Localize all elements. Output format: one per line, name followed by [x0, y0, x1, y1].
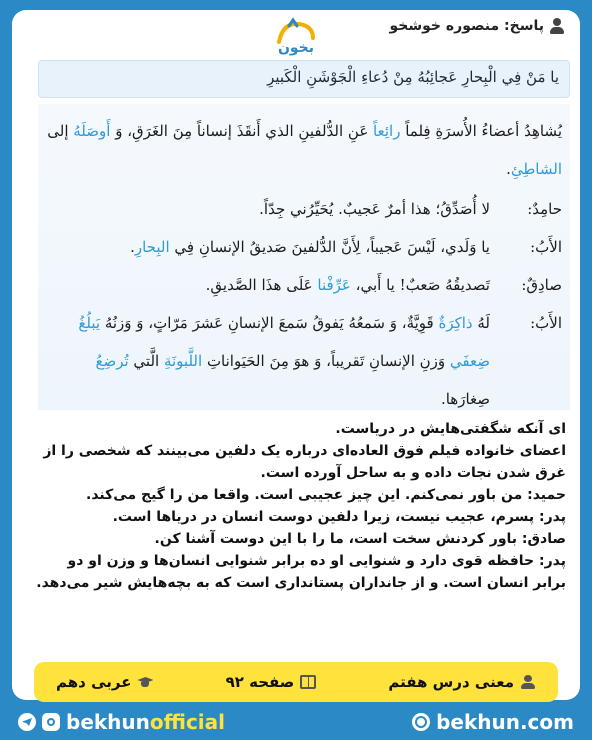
handle-prefix: bekhun [66, 710, 150, 734]
telegram-icon[interactable] [18, 713, 36, 731]
bekhun-logo [269, 12, 323, 60]
dialog-line-father-1 [46, 228, 562, 266]
footer [0, 704, 592, 740]
intro-part: عَنِ الدُّلفينِ الذي أَنقَذَ إنساناً مِنَ الغَرَقِ، وَ [110, 122, 374, 140]
intro-highlight: رائِعاً [373, 122, 401, 140]
dialog-highlight: البِحارِ [134, 238, 170, 256]
dialog-part: وَزنِ الإنسانِ تَقريباً، وَ هوَ مِنَ الحَيَواناتِ [202, 352, 450, 370]
logo-text: بخون [277, 40, 315, 56]
user-icon [550, 18, 564, 34]
speaker-name: الأَبُ: [530, 238, 562, 256]
book-text: عربی دهم [56, 673, 132, 691]
dialog-text: لا أُصَدِّقُ؛ هذا أمرٌ عَجيبٌ. يُحَيِّرُني جِدّاً. [259, 200, 490, 218]
arabic-intro [46, 112, 562, 188]
social-handle[interactable] [18, 710, 225, 734]
dialog-part: الَّتي [133, 352, 164, 370]
persian-translation [34, 418, 566, 594]
speaker-name: حامِدٌ: [527, 200, 562, 218]
translation-line: پدر: حافظه قوی دارد و شنوایی او ده برابر شنوایی انسان‌ها و وزن او دو برابر انسان است. و از جانداران پستانداری است که به بچه‌هایش شیر می‌دهد. [36, 553, 566, 591]
page-text: صفحه ۹۲ [225, 673, 295, 691]
dialog-text [46, 304, 490, 418]
dialog-line-father-2 [46, 304, 562, 418]
intro-highlight: أَوصَلَهُ [73, 122, 111, 140]
translation-line: پدر: پسرم، عجیب نیست، زیرا دلفین دوست انسان در دریاها است. [112, 509, 566, 525]
dialog-highlight: اللَّبونَةِ [163, 352, 203, 370]
globe-icon [412, 713, 430, 731]
page-label [226, 673, 317, 691]
dialog-highlight: ذاكِرَةٌ [438, 314, 473, 332]
arabic-text-block [38, 104, 570, 410]
dialog-part: عَلَى هذَا الصَّديقِ. [205, 276, 318, 294]
dialog-highlight: يَبلُغُ ضِعفَي [78, 314, 490, 370]
dialog-part: يا وَلَدي، لَيْسَ عَجيباً، لِأَنَّ الدُّلفينَ صَديقُ الإنسانِ فِي [169, 238, 490, 256]
lesson-label [388, 673, 536, 691]
dialog-part: لَهُ [472, 314, 490, 332]
student-icon [520, 675, 536, 689]
translation-line: ای آنکه شگفتی‌هایش در دریاست. [335, 421, 566, 437]
intro-part: يُشاهِدُ أعضاءُ الأُسرَةِ فِلماً [400, 122, 562, 140]
translation-line: صادق: باور کردنش سخت است، ما را با این دوست آشنا کن. [154, 531, 566, 547]
topic-box [38, 60, 570, 98]
answer-author: پاسخ: منصوره خوشخو [389, 18, 544, 34]
lesson-info-bar [34, 662, 558, 702]
website-link[interactable] [412, 710, 574, 734]
dialog-part: قَوِيَّةٌ، وَ سَمعُهُ يَفوقُ سَمعَ الإنسانِ عَشرَ مَرّاتٍ، وَ وَزنُهُ [104, 314, 439, 332]
dialog-part: تَصديقُهُ صَعبٌ! يا أَبي، [350, 276, 490, 294]
book-label [56, 673, 153, 691]
answer-header [390, 18, 565, 34]
dialog-part: صِغارَها. [440, 390, 490, 408]
content-card [12, 10, 580, 700]
translation-line: حمید: من باور نمی‌کنم. این چیز عجیبی است. واقعا من را گیج می‌کند. [86, 487, 566, 503]
instagram-icon[interactable] [42, 713, 60, 731]
dialog-line-hamed [46, 190, 562, 228]
intro-highlight: الشاطِئِ [510, 160, 562, 178]
graduation-cap-icon [137, 675, 153, 689]
website-text: bekhun.com [436, 710, 574, 734]
topic-title: يا مَنْ فِي الْبِحارِ عَجائِبُهُ مِنْ دُعاءِ الْجَوْشَنِ الْكَبيرِ [267, 68, 559, 86]
speaker-name: صادِقٌ: [521, 276, 562, 294]
book-icon [300, 675, 316, 689]
dialog-part: . [130, 238, 135, 256]
translation-line: اعضای خانواده فیلم فوق العاده‌ای درباره یک دلفین می‌بینند که شخصی را از غرق شدن نجات داده و به ساحل آورده است. [43, 443, 566, 481]
intro-part: . [506, 160, 511, 178]
dialog-text [46, 266, 490, 304]
speaker-name: الأَبُ: [530, 314, 562, 332]
dialog-line-sadegh [46, 266, 562, 304]
lesson-text: معنی درس هفتم [388, 673, 514, 691]
intro-part: إلى [47, 122, 74, 140]
handle-suffix: official [149, 710, 226, 734]
dialog-text [46, 228, 490, 266]
dialog-highlight: عَرِّفْنا [317, 276, 351, 294]
dialog-highlight: تُرضِعُ [95, 352, 129, 370]
